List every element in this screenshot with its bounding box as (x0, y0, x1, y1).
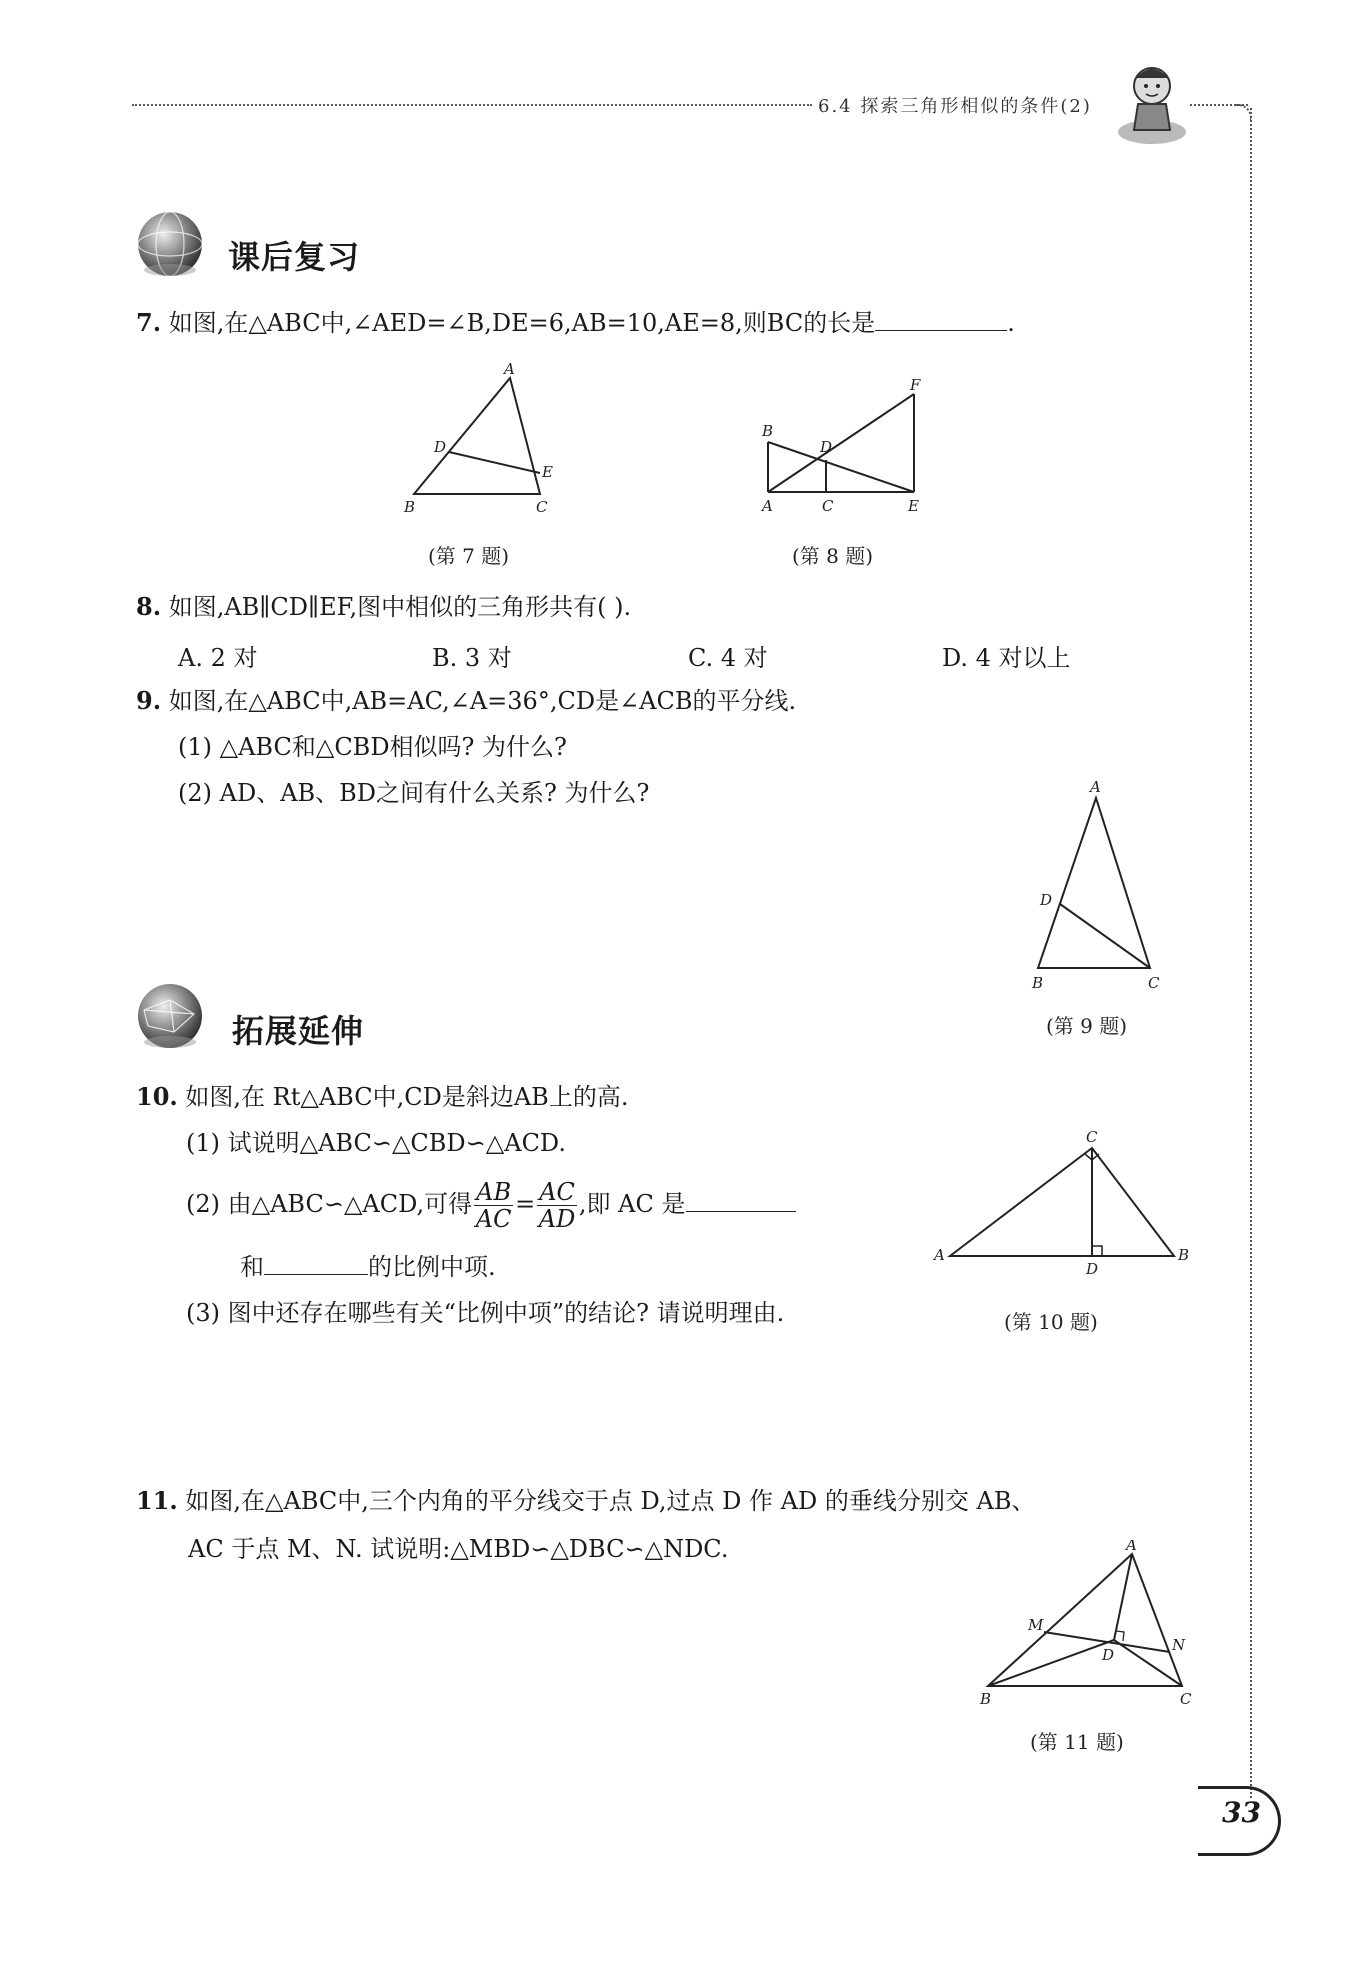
question-11 (136, 1484, 1035, 1518)
section-title-extension: 拓展延伸 (232, 1012, 365, 1050)
label-B: B (980, 1690, 992, 1708)
label-D: D (1086, 1260, 1099, 1276)
label-A: A (934, 1246, 945, 1264)
label-A: A (762, 497, 773, 515)
mascot-icon (1112, 60, 1192, 148)
figure-9-caption: (第 9 题) (1046, 1014, 1128, 1038)
label-N: N (1172, 1636, 1186, 1654)
question-10 (136, 1080, 628, 1114)
label-D: D (820, 438, 833, 456)
question-number: 9. (136, 686, 162, 715)
label-F: F (910, 376, 921, 394)
question-11-line-2: AC 于点 M、N. 试说明:△MBD∽△DBC∽△NDC. (188, 1535, 729, 1563)
answer-blank-1[interactable] (686, 1189, 796, 1212)
question-text: 如图,在△ABC中,∠AED=∠B,DE=6,AB=10,AE=8,则BC的长是 (168, 309, 876, 337)
label-A: A (1090, 778, 1101, 796)
label-B: B (1178, 1246, 1190, 1264)
label-D: D (434, 438, 447, 456)
figure-9 (1028, 778, 1178, 998)
globe-network-icon (134, 980, 206, 1052)
label-M: M (1028, 1616, 1044, 1634)
figure-11-caption: (第 11 题) (1030, 1730, 1124, 1754)
label-B: B (1032, 974, 1044, 992)
question-10-part-1: (1) 试说明△ABC∽△CBD∽△ACD. (186, 1129, 566, 1157)
label-B: B (762, 422, 774, 440)
globe-icon (134, 208, 206, 280)
question-9 (136, 684, 796, 718)
label-B: B (404, 498, 416, 516)
question-10-part-2: (2) 由△ABC∽△ACD,可得 $\frac{AB}{AC}$ = $\frac{AC}{AD}$ ,即 AC 是 (186, 1172, 796, 1236)
question-10-part-3: (3) 图中还存在哪些有关“比例中项”的结论? 请说明理由. (186, 1299, 785, 1327)
question-text: 如图,在△ABC中,三个内角的平分线交于点 D,过点 D 作 AD 的垂线分别交 AB、 (185, 1487, 1036, 1515)
fraction-ab-ac: $\frac{AB}{AC}$ (475, 1178, 512, 1233)
header-rule (132, 104, 812, 106)
option-c[interactable]: C. 4 对 (688, 644, 768, 672)
label-C: C (1086, 1128, 1098, 1146)
question-number: 11. (136, 1486, 178, 1515)
label-C: C (822, 497, 834, 515)
label-C: C (1148, 974, 1160, 992)
label-E: E (542, 463, 553, 481)
figure-7 (400, 360, 570, 520)
page-number: 33 (1222, 1796, 1261, 1829)
question-text: 如图,在 Rt△ABC中,CD是斜边AB上的高. (185, 1083, 629, 1111)
option-a[interactable]: A. 2 对 (178, 644, 258, 672)
figure-7-caption: (第 7 题) (428, 544, 510, 568)
label-D: D (1102, 1646, 1115, 1664)
label-C: C (1180, 1690, 1192, 1708)
question-7: 7. 如图,在△ABC中,∠AED=∠B,DE=6,AB=10,AE=8,则BC的长是 . (136, 308, 1015, 337)
figure-8-caption: (第 8 题) (792, 544, 874, 568)
figure-11 (976, 1540, 1196, 1710)
label-C: C (536, 498, 548, 516)
figure-10-caption: (第 10 题) (1004, 1310, 1098, 1334)
question-number: 7. (136, 308, 162, 337)
question-text: 如图,在△ABC中,AB=AC,∠A=36°,CD是∠ACB的平分线. (168, 687, 797, 715)
question-text: 如图,AB∥CD∥EF,图中相似的三角形共有( ). (168, 593, 632, 621)
question-number: 10. (136, 1082, 178, 1111)
fraction-ac-ad: $\frac{AC}{AD}$ (538, 1178, 576, 1233)
question-8 (136, 590, 631, 624)
question-9-part-1: (1) △ABC和△CBD相似吗? 为什么? (178, 733, 567, 761)
label-E: E (908, 497, 919, 515)
question-number: 8. (136, 592, 162, 621)
figure-10 (928, 1126, 1198, 1276)
label-D: D (1040, 891, 1053, 909)
section-title-review: 课后复习 (228, 238, 361, 276)
question-9-part-2: (2) AD、AB、BD之间有什么关系? 为什么? (178, 779, 650, 807)
label-A: A (1126, 1540, 1137, 1554)
option-b[interactable]: B. 3 对 (432, 644, 512, 672)
header-title: 6.4 探索三角形相似的条件(2) (818, 96, 1092, 117)
figure-8 (754, 374, 934, 524)
answer-blank[interactable] (875, 308, 1007, 331)
question-10-part-2-line-2: 和 的比例中项. (240, 1253, 496, 1281)
margin-rule (1250, 108, 1252, 1798)
option-d[interactable]: D. 4 对以上 (942, 644, 1071, 672)
answer-blank-2[interactable] (264, 1252, 368, 1275)
label-A: A (504, 360, 515, 378)
